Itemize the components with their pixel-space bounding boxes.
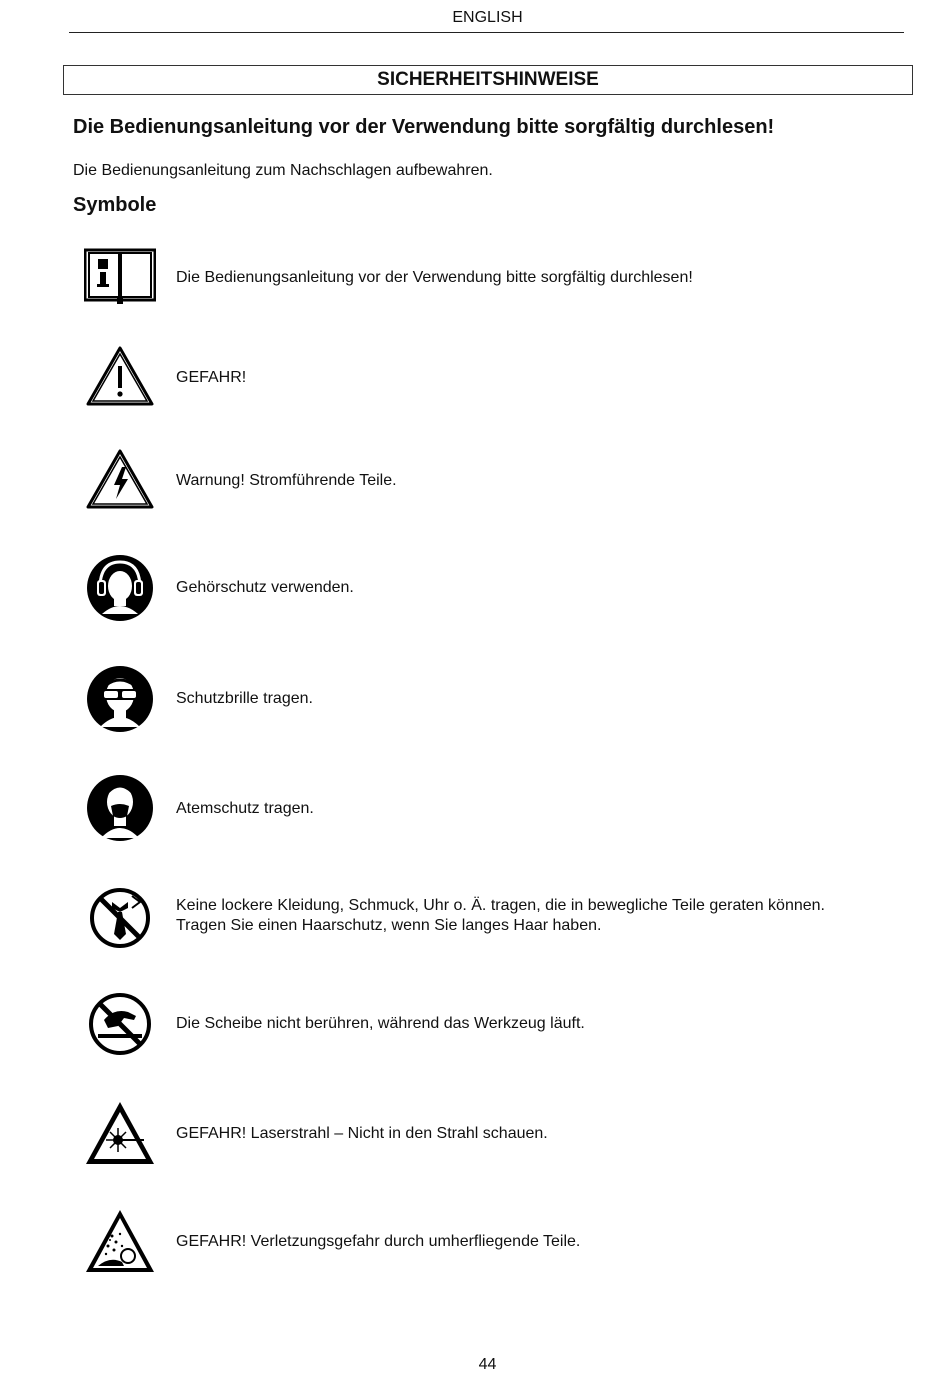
symbol-text: Die Scheibe nicht berühren, während das Werkzeug läuft. (176, 1015, 585, 1032)
symbol-text: Schutzbrille tragen. (176, 690, 313, 707)
main-heading: Die Bedienungsanleitung vor der Verwendung bitte sorgfältig durchlesen! (73, 116, 775, 138)
no-touch-blade-icon (84, 988, 156, 1060)
page-number: 44 (478, 1356, 497, 1373)
symbol-text: Atemschutz tragen. (176, 800, 314, 817)
symbols-heading: Symbole (73, 194, 157, 216)
respirator-icon (84, 772, 156, 844)
symbol-text-second-line: Tragen Sie einen Haarschutz, wenn Sie langes Haar haben. (176, 917, 602, 934)
symbol-text: GEFAHR! (176, 369, 247, 386)
symbol-text: GEFAHR! Verletzungsgefahr durch umherfliegende Teile. (176, 1233, 581, 1250)
electric-hazard-icon (84, 443, 156, 515)
symbol-text: Die Bedienungsanleitung vor der Verwendung bitte sorgfältig durchlesen! (176, 269, 693, 286)
section-title: SICHERHEITSHINWEISE (63, 65, 913, 95)
laser-warning-icon (84, 1098, 156, 1170)
symbol-text-multiline (176, 896, 916, 936)
header-divider (69, 32, 904, 33)
symbol-text: Warnung! Stromführende Teile. (176, 472, 397, 489)
symbol-text: Keine lockere Kleidung, Schmuck, Uhr o. Ä. tragen, die in bewegliche Teile geraten können. (176, 897, 825, 914)
symbol-text: GEFAHR! Laserstrahl – Nicht in den Strahl schauen. (176, 1125, 548, 1142)
no-loose-clothing-icon (84, 882, 156, 954)
hearing-protection-icon (84, 552, 156, 624)
intro-text: Die Bedienungsanleitung zum Nachschlagen aufbewahren. (73, 162, 493, 179)
symbol-text: Gehörschutz verwenden. (176, 579, 354, 596)
danger-warning-icon (84, 340, 156, 412)
flying-debris-icon (84, 1206, 156, 1278)
header-language: ENGLISH (452, 9, 523, 26)
safety-goggles-icon (84, 663, 156, 735)
manual-book-icon (84, 240, 156, 312)
